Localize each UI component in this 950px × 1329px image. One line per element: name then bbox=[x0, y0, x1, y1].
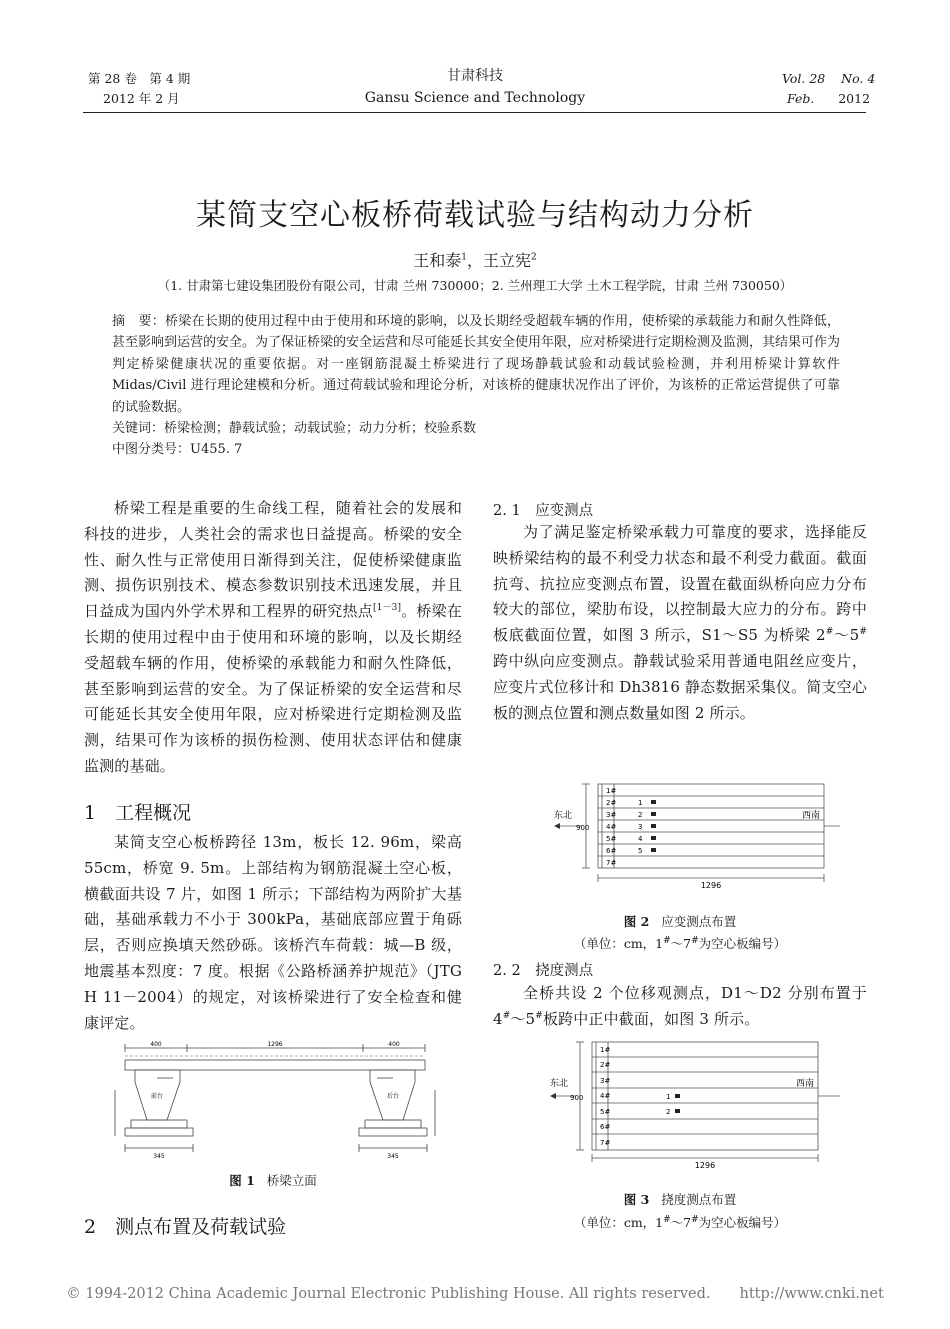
author-2-affil: 2 bbox=[531, 252, 537, 263]
section-2-2-heading: 2. 2 挠度测点 bbox=[493, 963, 594, 979]
section-1-paragraph bbox=[84, 830, 462, 1036]
fig2-plate-3: 3# bbox=[606, 811, 617, 819]
section-2-2-paragraph bbox=[493, 981, 867, 1033]
clc-number bbox=[112, 439, 840, 460]
fig1-label-right: 后台 bbox=[386, 1093, 400, 1100]
figure-3-sub-b: ～7 bbox=[670, 1215, 692, 1230]
figure-1-caption-text: 桥梁立面 bbox=[266, 1173, 317, 1188]
fig2-point-3: 3 bbox=[638, 823, 643, 831]
fig2-point-2-mark bbox=[651, 812, 656, 816]
section-1-heading: 1 工程概况 bbox=[84, 802, 192, 824]
affiliations: （1. 甘肃第七建设集团股份有限公司，甘肃 兰州 730000；2. 兰州理工大学 土木工程学院，甘肃 兰州 730050） bbox=[157, 278, 793, 293]
abstract-label: 摘 要： bbox=[112, 314, 165, 329]
fig1-dim-base-right: 345 bbox=[387, 1153, 399, 1160]
fig1-dim-right: 400 bbox=[388, 1041, 400, 1048]
section-2-heading: 2 测点布置及荷载试验 bbox=[84, 1216, 287, 1238]
header-date-en bbox=[787, 90, 870, 107]
author-2: 王立宪 bbox=[483, 251, 532, 270]
fig1-dim-left: 400 bbox=[150, 1041, 162, 1048]
fig3-point-2: 2 bbox=[666, 1108, 671, 1116]
section-2-1-text-a: 为了满足鉴定桥梁承载力可靠度的要求，选择能反映桥梁结构的最不利受力状态和最不利受力截面。截面抗弯、抗拉应变测点布置，设置在截面纵桥向应力分布较大的部位，梁肋布设，以控制最大应力的分布。跨中板底截面位置，如图 3 所示，S1～S5 为桥梁 2 bbox=[493, 523, 867, 645]
figure-3-deflection-points bbox=[530, 1036, 840, 1170]
intro-text-b: 。桥梁在长期的使用过程中由于使用和环境的影响，以及长期经受超载车辆的作用，使桥梁的承载能力和耐久性降低，甚至影响到运营的安全。为了保证桥梁的安全运营和尽可能延长其安全使用年限，应对桥梁进行定期检测及监测，结果可作为该桥的损伤检测、使用状态评估和健康监测的基础。 bbox=[84, 602, 462, 775]
fig3-width-dim: 900 bbox=[570, 1094, 584, 1102]
fig2-plate-6: 6# bbox=[606, 847, 617, 855]
fig2-label-northeast: 东北 bbox=[554, 811, 573, 821]
fig3-point-2-mark bbox=[675, 1109, 680, 1113]
section-2-2-sup-2: # bbox=[535, 1010, 543, 1021]
author-separator: ， bbox=[466, 251, 483, 270]
figure-3-sub-a: （单位：cm，1 bbox=[573, 1215, 664, 1230]
fig2-plate-5: 5# bbox=[606, 835, 617, 843]
fig2-point-5-mark bbox=[651, 848, 656, 852]
header-volume-issue: 第 28 卷 第 4 期 bbox=[88, 71, 191, 86]
section-2-2-text-b: ～5 bbox=[510, 1009, 536, 1028]
fig3-plate-6: 6# bbox=[600, 1123, 611, 1131]
fig3-plate-2: 2# bbox=[600, 1061, 611, 1069]
fig2-plate-labels bbox=[606, 787, 616, 867]
figure-2-sub-c: 为空心板编号） bbox=[698, 936, 787, 951]
header-date: 2012 年 2 月 bbox=[103, 91, 180, 106]
section-2-1-sup-1: # bbox=[825, 627, 834, 638]
fig1-left-footing-2 bbox=[125, 1128, 193, 1136]
section-2-1-heading: 2. 1 应变测点 bbox=[493, 503, 594, 519]
fig3-plate-1: 1# bbox=[600, 1046, 611, 1054]
fig2-point-4: 4 bbox=[638, 835, 643, 843]
figure-2-sub-b: ～7 bbox=[670, 936, 692, 951]
fig2-plate-2: 2# bbox=[606, 799, 617, 807]
figure-3-drawing bbox=[530, 1036, 840, 1170]
fig3-plate-7: 7# bbox=[600, 1139, 611, 1147]
section-2-2-text-c: 板跨中正中截面，如图 3 所示。 bbox=[542, 1009, 760, 1028]
intro-citation: [1－3] bbox=[372, 603, 402, 614]
fig1-dim-base-left: 345 bbox=[153, 1153, 165, 1160]
intro-paragraph bbox=[84, 496, 462, 780]
fig2-point-1-mark bbox=[651, 800, 656, 804]
keywords-text: 桥梁检测；静载试验；动载试验；动力分析；校验系数 bbox=[164, 421, 477, 437]
fig1-right-footing-2 bbox=[359, 1128, 427, 1136]
figure-3-caption-num: 图 3 bbox=[623, 1192, 650, 1207]
header-no-label: No. 4 bbox=[841, 71, 876, 86]
fig2-point-4-mark bbox=[651, 836, 656, 840]
fig3-point-1: 1 bbox=[666, 1093, 671, 1101]
figure-2-caption bbox=[493, 912, 867, 930]
intro-text-a: 桥梁工程是重要的生命线工程，随着社会的发展和科技的进步，人类社会的需求也日益提高。桥梁的安全性、耐久性与正常使用日渐得到关注，促使桥梁健康监测、损伤识别技术、模态参数识别技术迅速发展，并且日益成为国内外学术界和工程界的研究热点 bbox=[84, 499, 462, 621]
figure-2-sub-sup-1: # bbox=[663, 935, 671, 946]
header-journal-en: Gansu Science and Technology bbox=[364, 90, 586, 106]
fig2-point-5: 5 bbox=[638, 847, 643, 855]
fig1-dim-mid: 1296 bbox=[267, 1041, 283, 1048]
fig3-label-southwest: 西南 bbox=[796, 1079, 815, 1089]
fig1-label-left: 前台 bbox=[150, 1093, 164, 1100]
section-2-2-sup-1: # bbox=[502, 1010, 511, 1021]
fig2-plate-7: 7# bbox=[606, 859, 617, 867]
keywords-label: 关键词： bbox=[112, 421, 165, 437]
header-month-en: Feb. bbox=[787, 91, 815, 106]
section-2-1-text-b: ～5 bbox=[833, 626, 860, 645]
fig3-plate-4: 4# bbox=[600, 1092, 611, 1100]
figure-2-caption-text: 应变测点布置 bbox=[661, 914, 737, 929]
figure-1-caption-num: 图 1 bbox=[229, 1173, 255, 1188]
fig2-point-3-mark bbox=[651, 824, 656, 828]
fig1-deck-slab bbox=[125, 1060, 425, 1070]
fig2-label-southwest: 西南 bbox=[802, 811, 821, 821]
figure-3-caption bbox=[493, 1190, 867, 1208]
fig3-label-northeast: 东北 bbox=[550, 1079, 569, 1089]
fig2-point-2: 2 bbox=[638, 811, 643, 819]
header-vol-en bbox=[782, 70, 875, 87]
clc-label: 中图分类号： bbox=[112, 442, 191, 458]
figure-3-sub-c: 为空心板编号） bbox=[698, 1215, 787, 1230]
figure-2-subcaption bbox=[493, 934, 867, 952]
figure-1-bridge-elevation bbox=[95, 1040, 455, 1165]
figure-2-sub-a: （单位：cm，1 bbox=[573, 936, 664, 951]
header-journal-cn: 甘肃科技 bbox=[447, 68, 503, 84]
section-2-1-paragraph bbox=[493, 520, 867, 726]
figure-3-subcaption bbox=[493, 1213, 867, 1231]
fig1-left-footing-1 bbox=[131, 1120, 187, 1128]
paper-title: 某简支空心板桥荷载试验与结构动力分析 bbox=[196, 198, 754, 233]
section-2-2-text-a: 全桥共设 2 个位移观测点，D1～D2 分别布置于 4 bbox=[493, 984, 867, 1028]
fig2-point-1: 1 bbox=[638, 799, 643, 807]
abstract bbox=[112, 311, 840, 461]
author-1-affil: 1 bbox=[461, 252, 467, 263]
fig3-length-dim: 1296 bbox=[694, 1161, 716, 1170]
figure-3-caption-text: 挠度测点布置 bbox=[661, 1192, 737, 1207]
copyright-footer: © 1994-2012 China Academic Journal Electronic Publishing House. All rights reserved. http://www.cnki.net bbox=[66, 1286, 884, 1302]
figure-1-caption bbox=[84, 1171, 462, 1189]
section-2-1-text-c: 跨中纵向应变测点。静载试验采用普通电阻丝应变片，应变片式位移计和 Dh3816 静态数据采集仪。简支空心板的测点位置和测点数量如图 2 所示。 bbox=[493, 651, 867, 722]
fig3-plate-5: 5# bbox=[600, 1108, 611, 1116]
fig3-plate-3: 3# bbox=[600, 1077, 611, 1085]
figure-2-sub-sup-2: # bbox=[691, 935, 699, 946]
header-vol-label: Vol. 28 bbox=[782, 71, 826, 86]
header-rule bbox=[83, 112, 866, 113]
clc-value: U455. 7 bbox=[190, 442, 243, 458]
section-1-text: 某简支空心板桥跨径 13m，板长 12. 96m，梁高 55cm，桥宽 9. 5m。上部结构为钢筋混凝土空心板，横截面共设 7 片，如图 1 所示；下部结构为两阶扩大基础，基础承载力不小于 300kPa，基础底部应置于角砾层，否则应换填天然砂砾。该桥汽车荷载：城—B 级，地震基本烈度：7 度。根据《公路桥涵养护规范》（JTG H 11－2004）的规定，对该桥梁进行了安全检查和健康评定。 bbox=[84, 833, 462, 1032]
figure-2-drawing bbox=[530, 778, 840, 890]
author-1: 王和泰 bbox=[413, 251, 462, 270]
fig3-point-1-mark bbox=[675, 1094, 680, 1098]
figure-2-strain-points bbox=[530, 778, 840, 890]
fig1-right-footing-1 bbox=[365, 1120, 421, 1128]
fig2-plate-4: 4# bbox=[606, 823, 617, 831]
header-year-en: 2012 bbox=[838, 91, 871, 106]
section-2-1-sup-2: # bbox=[859, 627, 868, 638]
authors bbox=[0, 248, 950, 271]
figure-3-sub-sup-2: # bbox=[691, 1214, 699, 1225]
abstract-body bbox=[112, 311, 840, 418]
figure-1-drawing bbox=[95, 1040, 455, 1165]
fig2-width-dim: 900 bbox=[576, 824, 590, 832]
fig2-deck-outline bbox=[598, 784, 824, 868]
keywords bbox=[112, 418, 840, 439]
figure-2-caption-num: 图 2 bbox=[623, 914, 650, 929]
figure-3-sub-sup-1: # bbox=[663, 1214, 671, 1225]
abstract-text: 桥梁在长期的使用过程中由于使用和环境的影响，以及长期经受超载车辆的作用，使桥梁的承载能力和耐久性降低，甚至影响到运营的安全。为了保证桥梁的安全运营和尽可能延长其安全使用年限，应对桥梁进行定期检测及监测，其结果可作为判定桥梁健康状况的重要依据。对一座钢筋混凝土桥梁进行了现场静载试验和动载试验检测，并利用桥梁计算软件 Midas/Civil 进行理论建模和分析。通过荷载试验和理论分析，对该桥的健康状况作出了评价，为该桥的正常运营提供了可靠的试验数据。 bbox=[112, 314, 841, 415]
fig2-length-dim: 1296 bbox=[700, 881, 722, 890]
fig2-plate-1: 1# bbox=[606, 787, 617, 795]
